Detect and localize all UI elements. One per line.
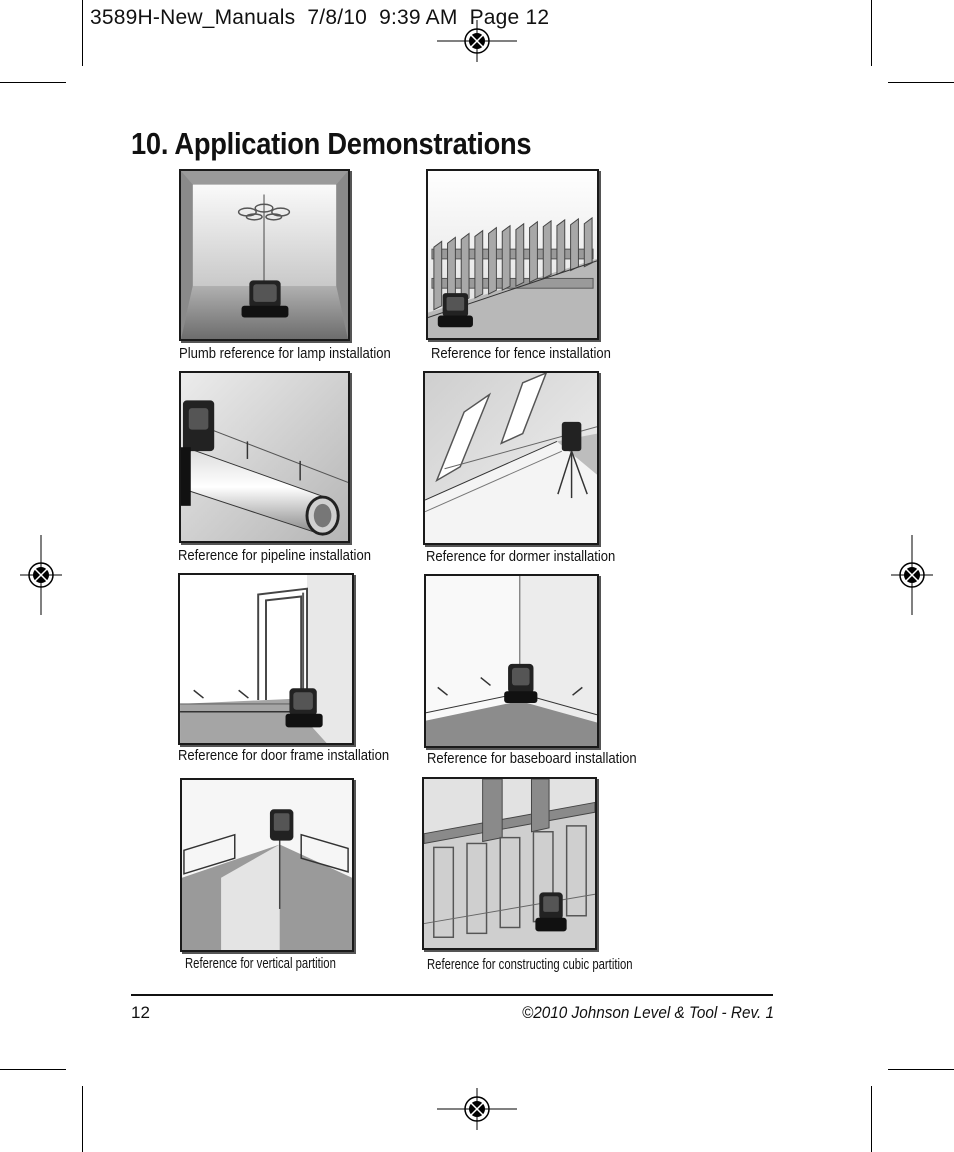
footer-rule [131, 994, 773, 996]
caption-baseboard: Reference for baseboard installation [427, 751, 637, 767]
crop-mark-top-right-h [888, 82, 954, 83]
illustration-cubic-partition [422, 777, 597, 950]
crop-mark-top-left-h [0, 82, 66, 83]
caption-vertical-partition: Reference for vertical partition [185, 956, 336, 972]
crop-mark-bottom-left-v [82, 1086, 83, 1152]
print-slug: 3589H-New_Manuals 7/8/10 9:39 AM Page 12 [90, 6, 550, 29]
crop-mark-bottom-left-h [0, 1069, 66, 1070]
registration-crosshair-icon [437, 1088, 517, 1130]
page-title: 10. Application Demonstrations [131, 126, 532, 161]
laser-level-icon [535, 892, 566, 931]
caption-fence: Reference for fence installation [431, 346, 611, 362]
illustration-pipeline [179, 371, 350, 543]
page-number: 12 [131, 1003, 150, 1022]
illustration-dormer [423, 371, 599, 545]
caption-pipeline: Reference for pipeline installation [178, 548, 371, 564]
illustration-lamp [179, 169, 350, 341]
registration-crosshair-icon [437, 20, 517, 62]
crop-mark-bottom-right-h [888, 1069, 954, 1070]
laser-level-icon [504, 664, 537, 703]
copyright-notice: ©2010 Johnson Level & Tool - Rev. 1 [522, 1003, 774, 1022]
laser-level-icon [270, 809, 293, 840]
illustration-fence [426, 169, 599, 340]
registration-crosshair-icon [891, 535, 933, 615]
crop-mark-top-left-v [82, 0, 83, 66]
caption-cubic-partition: Reference for constructing cubic partition [427, 957, 633, 973]
laser-level-icon [438, 293, 473, 327]
caption-lamp: Plumb reference for lamp installation [179, 346, 391, 362]
illustration-vertical-partition [180, 778, 354, 952]
caption-dormer: Reference for dormer installation [426, 549, 616, 565]
illustration-door-frame [178, 573, 354, 745]
registration-crosshair-icon [20, 535, 62, 615]
illustration-baseboard [424, 574, 599, 748]
caption-door-frame: Reference for door frame installation [178, 748, 390, 764]
crop-mark-bottom-right-v [871, 1086, 872, 1152]
crop-mark-top-right-v [871, 0, 872, 66]
